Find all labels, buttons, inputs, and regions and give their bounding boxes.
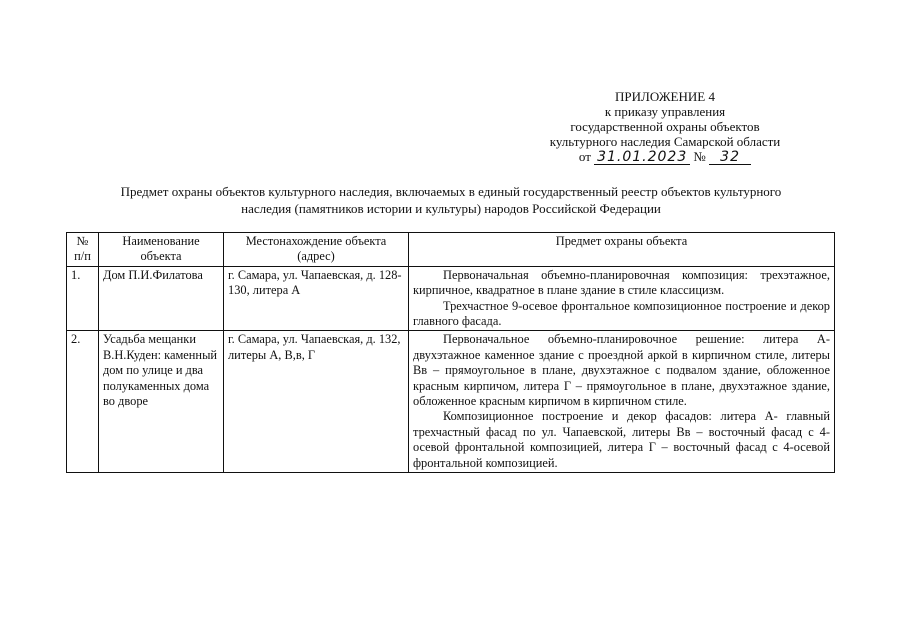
from-label: от <box>578 149 591 164</box>
table-header-row <box>67 233 835 267</box>
object-address: г. Самара, ул. Чапаевская, д. 132, литеры А, В,в, Г <box>224 331 409 473</box>
header-no: № п/п <box>67 233 99 267</box>
appendix-date-line <box>520 149 810 165</box>
number-label: № <box>693 149 706 164</box>
row-number: 2. <box>67 331 99 473</box>
subject-paragraph: Трехчастное 9-осевое фронтальное композиционное построение и декор главного фасада. <box>413 298 830 329</box>
header-name: Наименование объекта <box>99 233 224 267</box>
document-title <box>66 183 836 217</box>
table-row <box>67 331 835 473</box>
subject-paragraph: Первоначальное объемно-планировочное решение: литера А- двухэтажное каменное здание с проездной аркой в кирпичном стиле, литеры Вв – прямоугольное в плане, двухэтажное с подвалом здание, обложенное красным кирпичом, литера Г – прямоугольное в плане, двухэтажное здание, обложенное красным кирпичом в кирпичном стиле. <box>413 332 830 409</box>
title-line-2: наследия (памятников истории и культуры) народов Российской Федерации <box>241 201 661 216</box>
table-row <box>67 266 835 331</box>
header-subject: Предмет охраны объекта <box>409 233 835 267</box>
object-address: г. Самара, ул. Чапаевская, д. 128-130, литера А <box>224 266 409 331</box>
subject-paragraph: Композиционное построение и декор фасадов: литера А- главный трехчастный фасад по ул. Чапаевской, литеры Вв – восточный фасад с 4-осевой фронтальной композицией, литера Г – восточный фасад с 4-осевой фронтальной композицией. <box>413 409 830 470</box>
protection-subject <box>409 266 835 331</box>
appendix-header <box>520 89 810 165</box>
order-number: 32 <box>709 151 751 165</box>
row-number: 1. <box>67 266 99 331</box>
protection-table <box>66 232 835 473</box>
subject-paragraph: Первоначальная объемно-планировочная композиция: трехэтажное, кирпичное, квадратное в плане здание в стиле классицизм. <box>413 267 830 298</box>
order-date: 31.01.2023 <box>594 151 690 165</box>
object-name: Дом П.И.Филатова <box>99 266 224 331</box>
appendix-heading: ПРИЛОЖЕНИЕ 4 <box>615 89 715 104</box>
appendix-line-3: культурного наследия Самарской области <box>549 134 781 149</box>
title-line-1: Предмет охраны объектов культурного наследия, включаемых в единый государственный реестр объектов культурного <box>120 184 782 199</box>
object-name: Усадьба мещанки В.Н.Куден: каменный дом по улице и два полукаменных дома во дворе <box>99 331 224 473</box>
appendix-line-2: государственной охраны объектов <box>570 119 760 134</box>
header-address: Местонахождение объекта (адрес) <box>224 233 409 267</box>
protection-subject <box>409 331 835 473</box>
appendix-line-1: к приказу управления <box>604 104 726 119</box>
